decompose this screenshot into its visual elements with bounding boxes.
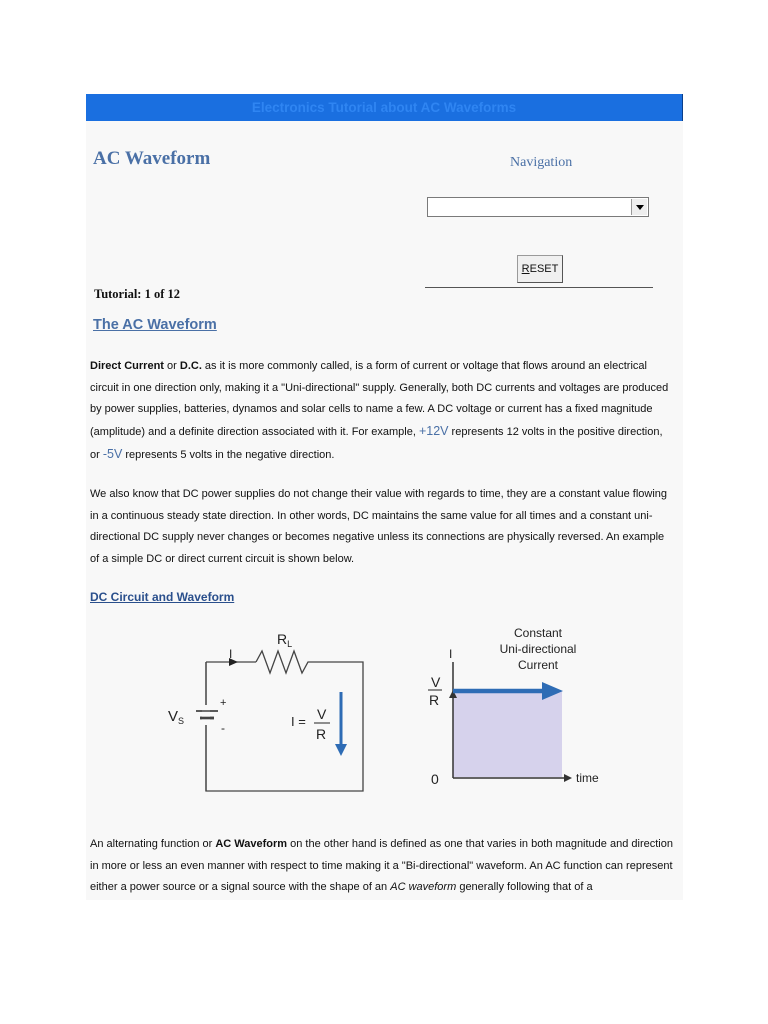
positive-terminal: + <box>220 697 227 709</box>
para3-text-3: generally following that of a <box>456 881 593 894</box>
annotation-line-3: Current <box>517 658 559 672</box>
x-axis-label: time <box>576 771 599 785</box>
resistor-label: $R_L$ <box>277 631 293 649</box>
navigation-label: Navigation <box>510 155 573 170</box>
page-content <box>86 94 683 900</box>
annotation-line-2: Uni-directional <box>499 642 577 656</box>
term-ac-waveform-italic: AC waveform <box>390 881 457 894</box>
paragraph-dc-supply: We also know that DC power supplies do not change their value with regards to time, they are a constant value flowing in a continuous steady state direction. In other words, DC maintains the same value for all times and a constant uni-directional DC supply never changes or becomes negative unless its connections are physically reversed. An example of a simple DC or direct current circuit is shown below. <box>90 488 668 566</box>
ohm-law-lhs: I = <box>291 714 306 729</box>
para1-text: or <box>163 360 180 372</box>
current-direction-arrow-icon <box>335 744 347 756</box>
x-axis-arrow-icon <box>564 774 572 782</box>
source-label: $V_S$ <box>168 708 185 726</box>
value-minus-5v: -5V <box>102 446 123 461</box>
term-ac-waveform: AC Waveform <box>215 838 288 850</box>
para1-text-4: represents 5 volts in the negative direction. <box>122 448 335 461</box>
page-title: AC Waveform <box>93 148 211 169</box>
reset-button-label: ESET <box>529 263 559 275</box>
origin-label: 0 <box>431 771 439 787</box>
paragraph-ac-waveform <box>90 834 675 899</box>
section-heading: The AC Waveform <box>93 317 217 333</box>
tutorial-counter: Tutorial: 1 of 12 <box>94 287 180 301</box>
ohm-law-denominator: R <box>316 726 327 742</box>
para3-text-2: on the other hand is defined as one that varies in both magnitude and direction in more or less an even manner with respect to time making it a "Bi-directional" waveform. An AC function can represent either a power source or a signal source with the shape of an <box>90 838 673 894</box>
y-axis-label: I <box>449 647 453 661</box>
resistor-zigzag <box>256 651 312 673</box>
ohm-law-numerator: V <box>317 706 327 722</box>
para1-text-3: represents 12 volts in the positive direction, or <box>90 426 663 461</box>
para1-text-2: as it is more commonly called, is a form of current or voltage that flows around an electrical circuit in one direction only, making it a "Uni-directional" supply. Generally, both DC currents and voltages are produced by power supplies, batteries, dynamos and solar cells to name a few. A DC voltage or current has a fixed magnitude (amplitude) and a definite direction associated with it. For example, <box>90 360 669 439</box>
dc-circuit-heading: DC Circuit and Waveform <box>90 590 235 604</box>
current-label: I <box>229 647 233 661</box>
term-dc: D.C. <box>179 360 202 372</box>
dc-circuit-waveform-diagram <box>86 94 683 814</box>
level-numerator: V <box>431 674 441 690</box>
waveform-area <box>453 691 562 777</box>
negative-terminal: - <box>221 721 225 735</box>
annotation-line-1: Constant <box>513 626 563 640</box>
level-denominator: R <box>429 692 440 708</box>
banner-title: Electronics Tutorial about AC Waveforms <box>251 100 517 115</box>
value-plus-12v: +12V <box>418 424 449 439</box>
battery-gap <box>202 705 210 725</box>
term-direct-current: Direct Current <box>90 360 164 372</box>
reset-button-accesskey: R <box>521 263 530 275</box>
para3-text: An alternating function or <box>90 838 216 850</box>
